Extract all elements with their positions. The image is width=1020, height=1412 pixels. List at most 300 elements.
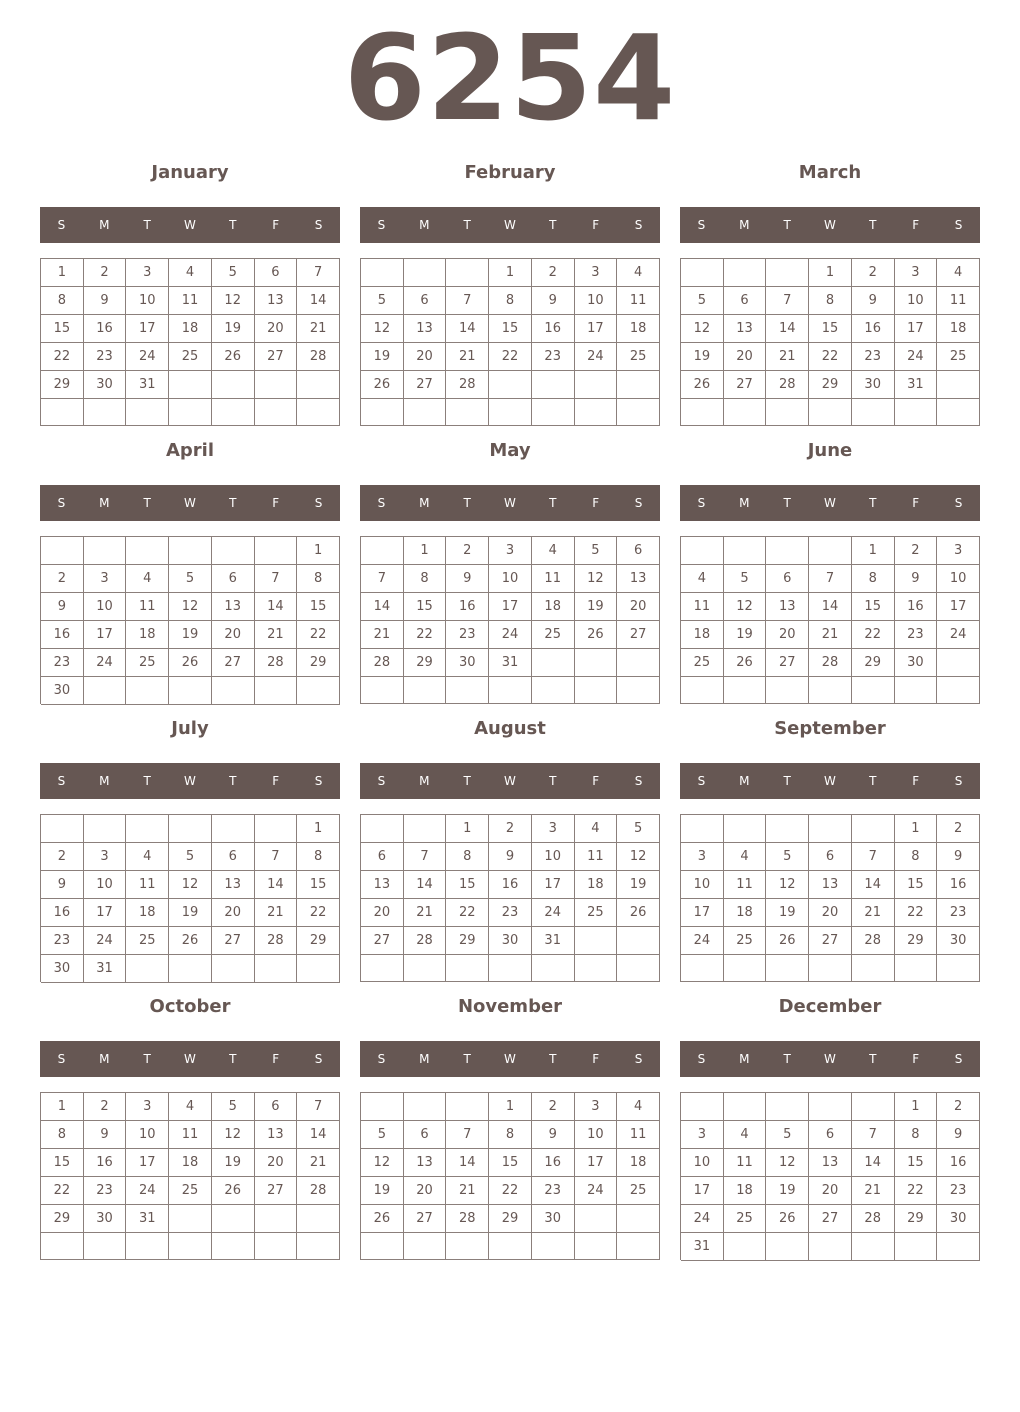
weekday-label: T	[549, 218, 557, 232]
day-cell: 10	[84, 871, 127, 899]
day-cell: 7	[297, 1093, 340, 1121]
weekday-label: F	[592, 218, 600, 232]
day-cell: 11	[126, 593, 169, 621]
day-cell: 15	[895, 871, 938, 899]
empty-day-cell	[255, 677, 298, 705]
day-cell: 10	[681, 871, 724, 899]
empty-day-cell	[126, 955, 169, 983]
empty-day-cell	[617, 677, 660, 704]
empty-day-cell	[766, 677, 809, 704]
weekday-label: T	[463, 218, 471, 232]
day-cell: 1	[404, 537, 447, 565]
empty-day-cell	[575, 927, 618, 955]
empty-day-cell	[212, 815, 255, 843]
day-cell: 20	[404, 343, 447, 371]
day-cell: 31	[532, 927, 575, 955]
day-cell: 21	[852, 899, 895, 927]
day-cell: 28	[361, 649, 404, 677]
day-cell: 3	[681, 843, 724, 871]
day-cell: 23	[446, 621, 489, 649]
day-cell: 27	[404, 371, 447, 399]
day-cell: 28	[446, 1205, 489, 1233]
empty-day-cell	[724, 259, 767, 287]
day-cell: 6	[404, 287, 447, 315]
day-cell: 4	[724, 1121, 767, 1149]
day-cell: 9	[532, 287, 575, 315]
empty-day-cell	[937, 955, 980, 982]
day-cell: 12	[169, 593, 212, 621]
day-cell: 17	[575, 315, 618, 343]
day-cell: 17	[575, 1149, 618, 1177]
day-cell: 13	[255, 1121, 298, 1149]
empty-day-cell	[852, 815, 895, 843]
empty-day-cell	[724, 955, 767, 982]
day-cell: 25	[724, 927, 767, 955]
day-cell: 22	[297, 899, 340, 927]
empty-day-cell	[212, 537, 255, 565]
weekday-label: S	[634, 1052, 643, 1066]
day-cell: 25	[575, 899, 618, 927]
weekday-label: T	[229, 1052, 237, 1066]
day-cell: 1	[41, 1093, 84, 1121]
day-cell: 26	[169, 927, 212, 955]
weekday-label: S	[377, 218, 386, 232]
day-cell: 30	[41, 677, 84, 705]
day-cell: 16	[84, 1149, 127, 1177]
day-cell: 20	[255, 1149, 298, 1177]
day-cell: 18	[126, 621, 169, 649]
day-cell: 23	[532, 1177, 575, 1205]
day-cell: 18	[617, 315, 660, 343]
day-cell: 6	[255, 1093, 298, 1121]
empty-day-cell	[361, 1233, 404, 1260]
day-cell: 20	[404, 1177, 447, 1205]
empty-day-cell	[255, 815, 298, 843]
day-cell: 27	[255, 343, 298, 371]
day-cell: 30	[937, 927, 980, 955]
day-cell: 23	[41, 927, 84, 955]
weekday-label: S	[57, 496, 66, 510]
empty-day-cell	[852, 955, 895, 982]
empty-day-cell	[724, 1233, 767, 1261]
day-cell: 26	[681, 371, 724, 399]
month-name: July	[171, 718, 209, 739]
empty-day-cell	[84, 815, 127, 843]
empty-day-cell	[255, 1233, 298, 1260]
day-cell: 7	[852, 1121, 895, 1149]
weekday-label: T	[869, 496, 877, 510]
day-cell: 24	[895, 343, 938, 371]
weekday-label: M	[419, 774, 430, 788]
weekday-header	[360, 207, 660, 243]
weekday-label: S	[634, 218, 643, 232]
day-cell: 4	[126, 565, 169, 593]
weekday-label: S	[57, 1052, 66, 1066]
day-cell: 13	[404, 1149, 447, 1177]
day-cell: 23	[532, 343, 575, 371]
day-cell: 31	[681, 1233, 724, 1261]
day-cell: 21	[361, 621, 404, 649]
day-cell: 23	[84, 1177, 127, 1205]
day-cell: 27	[617, 621, 660, 649]
weekday-label: T	[143, 774, 151, 788]
weekday-label: T	[549, 1052, 557, 1066]
day-cell: 2	[489, 815, 532, 843]
empty-day-cell	[489, 955, 532, 982]
day-cell: 12	[575, 565, 618, 593]
day-cell: 8	[297, 843, 340, 871]
day-cell: 12	[212, 1121, 255, 1149]
empty-day-cell	[489, 371, 532, 399]
weekday-label: F	[912, 1052, 920, 1066]
day-cell: 12	[681, 315, 724, 343]
day-cell: 20	[212, 621, 255, 649]
month-october	[40, 986, 340, 1264]
weekday-label: T	[463, 774, 471, 788]
empty-day-cell	[724, 815, 767, 843]
day-cell: 18	[617, 1149, 660, 1177]
empty-day-cell	[297, 399, 340, 426]
day-cell: 22	[895, 1177, 938, 1205]
weekday-label: T	[869, 774, 877, 788]
day-cell: 1	[489, 259, 532, 287]
day-cell: 11	[724, 871, 767, 899]
empty-day-cell	[361, 537, 404, 565]
day-cell: 17	[532, 871, 575, 899]
weekday-label: W	[504, 1052, 516, 1066]
empty-day-cell	[766, 1093, 809, 1121]
day-cell: 12	[212, 287, 255, 315]
day-cell: 19	[212, 1149, 255, 1177]
day-cell: 5	[169, 843, 212, 871]
empty-day-cell	[404, 815, 447, 843]
empty-day-cell	[212, 1233, 255, 1260]
day-cell: 13	[617, 565, 660, 593]
day-cell: 30	[532, 1205, 575, 1233]
day-cell: 28	[852, 1205, 895, 1233]
day-cell: 24	[489, 621, 532, 649]
month-name: May	[489, 440, 531, 461]
empty-day-cell	[895, 677, 938, 704]
empty-day-cell	[255, 399, 298, 426]
weekday-label: T	[229, 774, 237, 788]
day-cell: 11	[937, 287, 980, 315]
day-cell: 28	[404, 927, 447, 955]
weekday-label: W	[824, 774, 836, 788]
weekday-label: W	[184, 218, 196, 232]
empty-day-cell	[852, 677, 895, 704]
empty-day-cell	[212, 955, 255, 983]
day-cell: 4	[724, 843, 767, 871]
day-cell: 13	[212, 871, 255, 899]
day-cell: 6	[361, 843, 404, 871]
day-cell: 21	[297, 315, 340, 343]
empty-day-cell	[169, 1205, 212, 1233]
empty-day-cell	[361, 259, 404, 287]
day-cell: 23	[489, 899, 532, 927]
day-cell: 10	[84, 593, 127, 621]
empty-day-cell	[681, 677, 724, 704]
weekday-label: M	[99, 218, 110, 232]
day-cell: 26	[766, 1205, 809, 1233]
day-cell: 1	[489, 1093, 532, 1121]
empty-day-cell	[255, 1205, 298, 1233]
empty-day-cell	[681, 399, 724, 426]
empty-day-cell	[361, 815, 404, 843]
day-cell: 22	[809, 343, 852, 371]
day-cell: 8	[489, 287, 532, 315]
month-january	[40, 152, 340, 430]
day-cell: 30	[84, 371, 127, 399]
day-cell: 2	[41, 565, 84, 593]
day-grid	[40, 1092, 340, 1260]
weekday-label: S	[954, 774, 963, 788]
day-cell: 15	[852, 593, 895, 621]
day-cell: 22	[297, 621, 340, 649]
day-cell: 27	[766, 649, 809, 677]
day-cell: 14	[255, 871, 298, 899]
month-name: April	[165, 440, 215, 461]
weekday-header	[360, 485, 660, 521]
empty-day-cell	[766, 815, 809, 843]
month-september	[680, 708, 980, 986]
day-cell: 25	[532, 621, 575, 649]
empty-day-cell	[724, 677, 767, 704]
day-cell: 10	[575, 1121, 618, 1149]
day-cell: 24	[937, 621, 980, 649]
day-cell: 14	[809, 593, 852, 621]
empty-day-cell	[404, 1093, 447, 1121]
day-cell: 8	[489, 1121, 532, 1149]
day-cell: 26	[212, 1177, 255, 1205]
day-cell: 16	[489, 871, 532, 899]
day-cell: 4	[617, 259, 660, 287]
empty-day-cell	[575, 371, 618, 399]
day-cell: 5	[766, 1121, 809, 1149]
day-grid	[40, 536, 340, 704]
weekday-label: T	[783, 1052, 791, 1066]
day-cell: 23	[895, 621, 938, 649]
day-cell: 13	[212, 593, 255, 621]
empty-day-cell	[681, 259, 724, 287]
day-cell: 30	[41, 955, 84, 983]
day-cell: 13	[724, 315, 767, 343]
day-cell: 15	[489, 1149, 532, 1177]
weekday-header	[680, 207, 980, 243]
day-cell: 4	[617, 1093, 660, 1121]
day-cell: 24	[126, 343, 169, 371]
day-cell: 10	[895, 287, 938, 315]
day-cell: 19	[766, 1177, 809, 1205]
day-cell: 21	[852, 1177, 895, 1205]
empty-day-cell	[575, 649, 618, 677]
day-cell: 28	[809, 649, 852, 677]
month-name: January	[151, 162, 229, 183]
weekday-label: F	[272, 1052, 280, 1066]
day-grid	[680, 814, 980, 982]
empty-day-cell	[297, 1205, 340, 1233]
day-cell: 30	[895, 649, 938, 677]
weekday-label: S	[634, 496, 643, 510]
day-cell: 7	[255, 565, 298, 593]
empty-day-cell	[617, 955, 660, 982]
day-cell: 29	[404, 649, 447, 677]
day-cell: 5	[681, 287, 724, 315]
day-cell: 15	[809, 315, 852, 343]
weekday-label: M	[99, 1052, 110, 1066]
day-cell: 9	[489, 843, 532, 871]
day-cell: 24	[126, 1177, 169, 1205]
day-cell: 29	[41, 371, 84, 399]
day-cell: 5	[575, 537, 618, 565]
day-grid	[360, 258, 660, 426]
day-cell: 27	[809, 927, 852, 955]
day-cell: 7	[404, 843, 447, 871]
day-cell: 7	[361, 565, 404, 593]
empty-day-cell	[169, 537, 212, 565]
day-cell: 17	[489, 593, 532, 621]
day-cell: 31	[895, 371, 938, 399]
empty-day-cell	[852, 1233, 895, 1261]
empty-day-cell	[489, 399, 532, 426]
weekday-header	[40, 763, 340, 799]
day-cell: 30	[84, 1205, 127, 1233]
empty-day-cell	[361, 677, 404, 704]
day-cell: 30	[852, 371, 895, 399]
day-cell: 28	[446, 371, 489, 399]
day-grid	[680, 536, 980, 704]
day-cell: 3	[489, 537, 532, 565]
weekday-header	[680, 1041, 980, 1077]
day-cell: 19	[766, 899, 809, 927]
day-grid	[40, 258, 340, 426]
day-cell: 2	[84, 1093, 127, 1121]
day-cell: 4	[169, 259, 212, 287]
weekday-label: M	[419, 218, 430, 232]
empty-day-cell	[404, 1233, 447, 1260]
empty-day-cell	[809, 815, 852, 843]
day-cell: 7	[446, 287, 489, 315]
empty-day-cell	[575, 399, 618, 426]
weekday-label: F	[912, 218, 920, 232]
weekday-label: F	[272, 218, 280, 232]
weekday-label: M	[419, 496, 430, 510]
weekday-label: T	[869, 1052, 877, 1066]
day-cell: 11	[617, 1121, 660, 1149]
day-cell: 21	[446, 1177, 489, 1205]
empty-day-cell	[724, 399, 767, 426]
day-cell: 25	[126, 649, 169, 677]
day-cell: 17	[937, 593, 980, 621]
day-cell: 15	[297, 593, 340, 621]
day-cell: 18	[169, 1149, 212, 1177]
day-cell: 10	[126, 1121, 169, 1149]
day-cell: 2	[84, 259, 127, 287]
day-cell: 17	[126, 1149, 169, 1177]
day-cell: 20	[809, 899, 852, 927]
day-cell: 8	[41, 287, 84, 315]
day-cell: 11	[617, 287, 660, 315]
day-cell: 20	[617, 593, 660, 621]
day-cell: 15	[446, 871, 489, 899]
empty-day-cell	[446, 677, 489, 704]
month-name: December	[778, 996, 882, 1017]
empty-day-cell	[617, 1233, 660, 1260]
empty-day-cell	[126, 1233, 169, 1260]
day-cell: 28	[297, 1177, 340, 1205]
day-cell: 5	[169, 565, 212, 593]
day-cell: 18	[575, 871, 618, 899]
weekday-label: T	[783, 496, 791, 510]
weekday-label: M	[99, 774, 110, 788]
weekday-label: M	[739, 218, 750, 232]
day-cell: 7	[766, 287, 809, 315]
day-cell: 2	[852, 259, 895, 287]
day-cell: 1	[895, 815, 938, 843]
day-cell: 8	[895, 1121, 938, 1149]
day-cell: 19	[212, 315, 255, 343]
day-cell: 7	[809, 565, 852, 593]
day-cell: 21	[404, 899, 447, 927]
day-cell: 30	[937, 1205, 980, 1233]
day-cell: 14	[852, 871, 895, 899]
empty-day-cell	[446, 399, 489, 426]
day-cell: 9	[446, 565, 489, 593]
empty-day-cell	[575, 1233, 618, 1260]
day-cell: 17	[84, 899, 127, 927]
day-cell: 28	[766, 371, 809, 399]
day-cell: 8	[297, 565, 340, 593]
empty-day-cell	[361, 399, 404, 426]
weekday-header	[360, 1041, 660, 1077]
empty-day-cell	[937, 371, 980, 399]
month-may	[360, 430, 660, 708]
day-cell: 3	[681, 1121, 724, 1149]
empty-day-cell	[681, 537, 724, 565]
day-cell: 12	[361, 1149, 404, 1177]
empty-day-cell	[532, 649, 575, 677]
day-cell: 16	[84, 315, 127, 343]
day-cell: 2	[41, 843, 84, 871]
day-cell: 6	[404, 1121, 447, 1149]
day-cell: 16	[937, 1149, 980, 1177]
day-cell: 23	[84, 343, 127, 371]
day-cell: 14	[361, 593, 404, 621]
day-cell: 12	[766, 1149, 809, 1177]
day-cell: 26	[361, 371, 404, 399]
month-name: February	[464, 162, 556, 183]
empty-day-cell	[617, 1205, 660, 1233]
day-cell: 11	[169, 287, 212, 315]
month-june	[680, 430, 980, 708]
day-cell: 28	[255, 927, 298, 955]
weekday-header	[360, 763, 660, 799]
empty-day-cell	[212, 399, 255, 426]
day-cell: 22	[489, 343, 532, 371]
weekday-label: S	[634, 774, 643, 788]
day-cell: 9	[84, 1121, 127, 1149]
weekday-label: F	[592, 774, 600, 788]
day-cell: 23	[852, 343, 895, 371]
day-cell: 5	[361, 287, 404, 315]
empty-day-cell	[84, 1233, 127, 1260]
empty-day-cell	[297, 371, 340, 399]
day-cell: 26	[212, 343, 255, 371]
empty-day-cell	[169, 371, 212, 399]
day-cell: 1	[895, 1093, 938, 1121]
day-cell: 20	[255, 315, 298, 343]
day-cell: 15	[489, 315, 532, 343]
